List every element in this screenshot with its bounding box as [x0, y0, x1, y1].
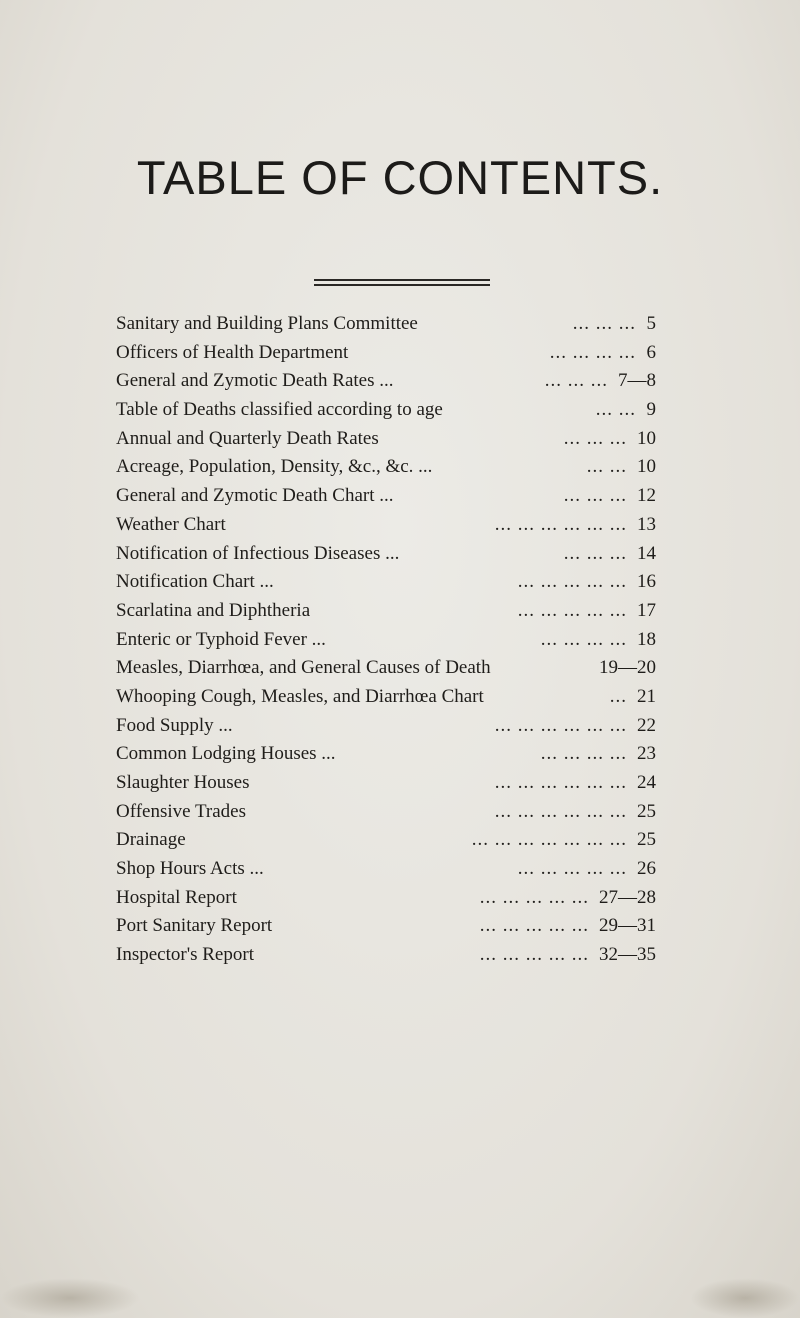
entry-leader: ... ... ... — [563, 485, 627, 507]
entry-leader: ... ... ... ... — [549, 341, 636, 363]
contents-entry — [116, 310, 656, 339]
entry-leader: ... ... ... ... ... — [517, 858, 627, 880]
contents-entry — [116, 740, 656, 769]
title-rule-top — [314, 279, 490, 281]
contents-entry — [116, 339, 656, 368]
entry-leader: ... ... ... ... ... ... — [494, 800, 627, 822]
contents-entry — [116, 482, 656, 511]
contents-entry — [116, 712, 656, 741]
entry-leader: ... ... ... ... ... — [479, 944, 589, 966]
entry-page-number: 7—8 — [618, 370, 656, 392]
contents-entry — [116, 884, 656, 913]
contents-entry — [116, 798, 656, 827]
entry-title: Sanitary and Building Plans Committee — [116, 313, 418, 334]
entry-page-number: 25 — [637, 829, 656, 851]
entry-page-number: 27—28 — [599, 886, 656, 908]
entry-page-number: 32—35 — [599, 944, 656, 966]
contents-entry — [116, 597, 656, 626]
contents-entry — [116, 769, 656, 798]
entry-title: General and Zymotic Death Chart ... — [116, 485, 394, 507]
contents-entry — [116, 425, 656, 454]
entry-leader: ... ... ... — [563, 542, 627, 564]
entry-leader: ... ... ... ... ... — [479, 886, 589, 908]
entry-leader: ... ... ... — [572, 313, 636, 334]
contents-entry — [116, 855, 656, 884]
entry-leader: ... ... ... ... ... — [479, 915, 589, 937]
contents-entry — [116, 396, 656, 425]
entry-title: Drainage — [116, 829, 186, 851]
entry-title: Offensive Trades — [116, 800, 247, 822]
entry-title: Scarlatina and Diphtheria — [116, 599, 311, 621]
page-title: TABLE OF CONTENTS. — [136, 151, 664, 204]
entry-title: Slaughter Houses — [116, 772, 250, 793]
entry-title: Annual and Quarterly Death Rates — [116, 427, 379, 449]
entry-title: Weather Chart — [116, 513, 226, 535]
entry-page-number: 18 — [637, 628, 656, 650]
page-stain-left — [0, 1278, 140, 1318]
entry-page-number: 10 — [637, 427, 656, 449]
entry-title: Acreage, Population, Density, &c., &c. ... — [116, 456, 433, 478]
contents-entry — [116, 540, 656, 569]
entry-page-number: 10 — [637, 456, 656, 478]
title-rule-bottom — [314, 284, 490, 286]
entry-page-number: 22 — [637, 714, 656, 736]
entry-title: Notification Chart ... — [116, 571, 274, 593]
entry-title: Hospital Report — [116, 886, 237, 908]
entry-title: Shop Hours Acts ... — [116, 858, 264, 880]
entry-leader: ... ... ... — [563, 427, 627, 449]
entry-leader: ... ... ... ... ... ... — [494, 513, 627, 535]
contents-entry — [116, 654, 656, 683]
entry-leader: ... ... ... ... — [540, 743, 627, 765]
entry-page-number: 21 — [637, 685, 656, 707]
entry-page-number: 6 — [646, 341, 656, 363]
entry-page-number: 13 — [637, 513, 656, 535]
entry-leader: ... ... — [595, 399, 636, 421]
page-stain-right — [690, 1278, 800, 1318]
entry-leader: ... ... ... ... ... — [517, 599, 627, 621]
entry-page-number: 25 — [637, 800, 656, 822]
entry-title: General and Zymotic Death Rates ... — [116, 370, 394, 392]
entry-leader: ... — [609, 685, 627, 707]
contents-entry — [116, 826, 656, 855]
entry-page-number: 14 — [637, 542, 656, 564]
entry-page-number: 5 — [646, 313, 656, 334]
entry-leader: ... ... ... ... — [540, 628, 627, 650]
entry-title: Food Supply ... — [116, 714, 233, 736]
contents-entry — [116, 683, 656, 712]
entry-leader: ... ... ... ... ... ... ... — [471, 829, 627, 851]
entry-title: Whooping Cough, Measles, and Diarrhœa Chart — [116, 685, 484, 707]
entry-page-number: 9 — [646, 399, 656, 421]
entry-leader: ... ... ... ... ... ... — [494, 714, 627, 736]
entry-title: Common Lodging Houses ... — [116, 743, 336, 765]
contents-entry — [116, 511, 656, 540]
contents-entry — [116, 453, 656, 482]
entry-title: Table of Deaths classified according to age — [116, 399, 443, 421]
contents-entry — [116, 941, 656, 970]
contents-entry — [116, 568, 656, 597]
entry-page-number: 29—31 — [599, 915, 656, 937]
contents-entry — [116, 912, 656, 941]
entry-page-number: 24 — [637, 772, 656, 793]
entry-page-number: 23 — [637, 743, 656, 765]
entry-leader: ... ... ... ... ... — [517, 571, 627, 593]
entry-title: Officers of Health Department — [116, 341, 349, 363]
entry-page-number: 12 — [637, 485, 656, 507]
entry-leader: ... ... — [586, 456, 627, 478]
entry-leader: ... ... ... ... ... ... — [494, 772, 627, 793]
entry-page-number: 19—20 — [599, 657, 656, 679]
contents-list — [116, 310, 656, 970]
entry-title: Port Sanitary Report — [116, 915, 273, 937]
entry-page-number: 16 — [637, 571, 656, 593]
entry-leader: ... ... ... — [544, 370, 608, 392]
entry-title: Inspector's Report — [116, 944, 254, 966]
entry-title: Enteric or Typhoid Fever ... — [116, 628, 326, 650]
contents-entry — [116, 626, 656, 655]
entry-page-number: 17 — [637, 599, 656, 621]
entry-title: Measles, Diarrhœa, and General Causes of Death — [116, 657, 491, 679]
entry-page-number: 26 — [637, 858, 656, 880]
contents-entry — [116, 367, 656, 396]
entry-title: Notification of Infectious Diseases ... — [116, 542, 400, 564]
